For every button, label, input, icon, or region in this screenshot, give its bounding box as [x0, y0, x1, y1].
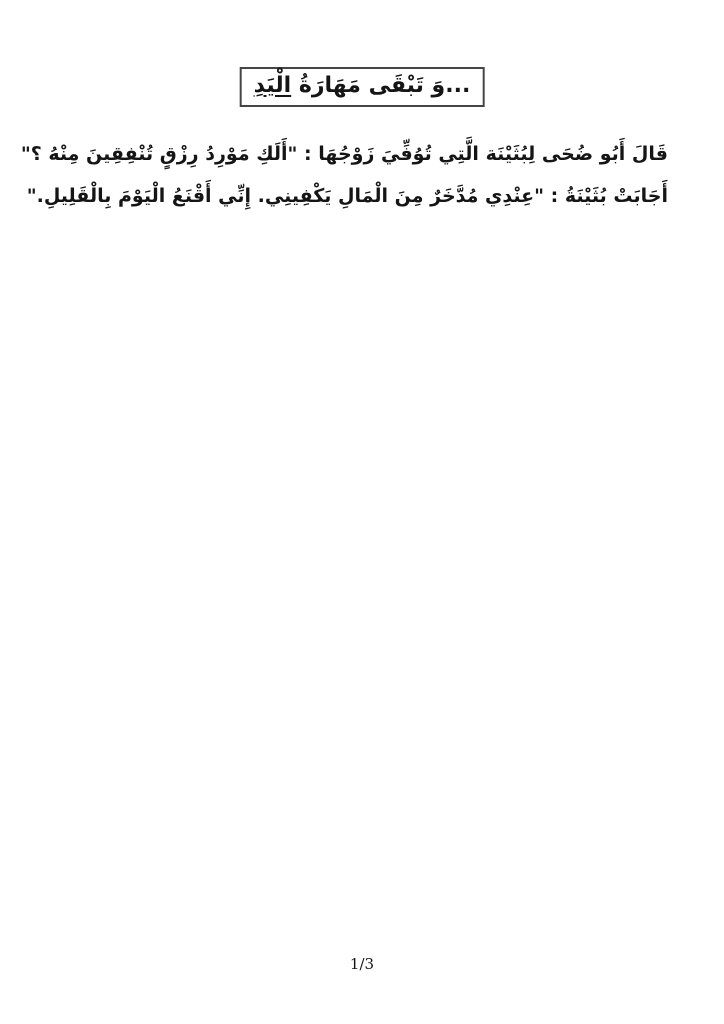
body-paragraph [20, 133, 668, 217]
paragraph-line-1: قَالَ أَبُو ضُحَى لِبُثَيْنَة الَّتِي تُوُفِّيَ زَوْجُهَا : "أَلَكِ مَوْرِدُ رِزْقٍ تُنْفِقِينَ مِنْهُ ؟" [20, 143, 668, 165]
page-title-underlined-word: الْيَدِ [253, 73, 292, 98]
title-box [240, 67, 485, 107]
page-title: ...وَ تَبْقَى مَهَارَةُ [298, 73, 471, 98]
paragraph-line-2: أَجَابَتْ بُثَيْنَةُ : "عِنْدِي مُدَّخَرٌ مِنَ الْمَالِ يَكْفِينِي. إِنِّي أَقْنَعُ الْيَوْمَ بِالْقَلِيلِ." [26, 185, 668, 207]
page-number: 1/3 [349, 955, 375, 973]
